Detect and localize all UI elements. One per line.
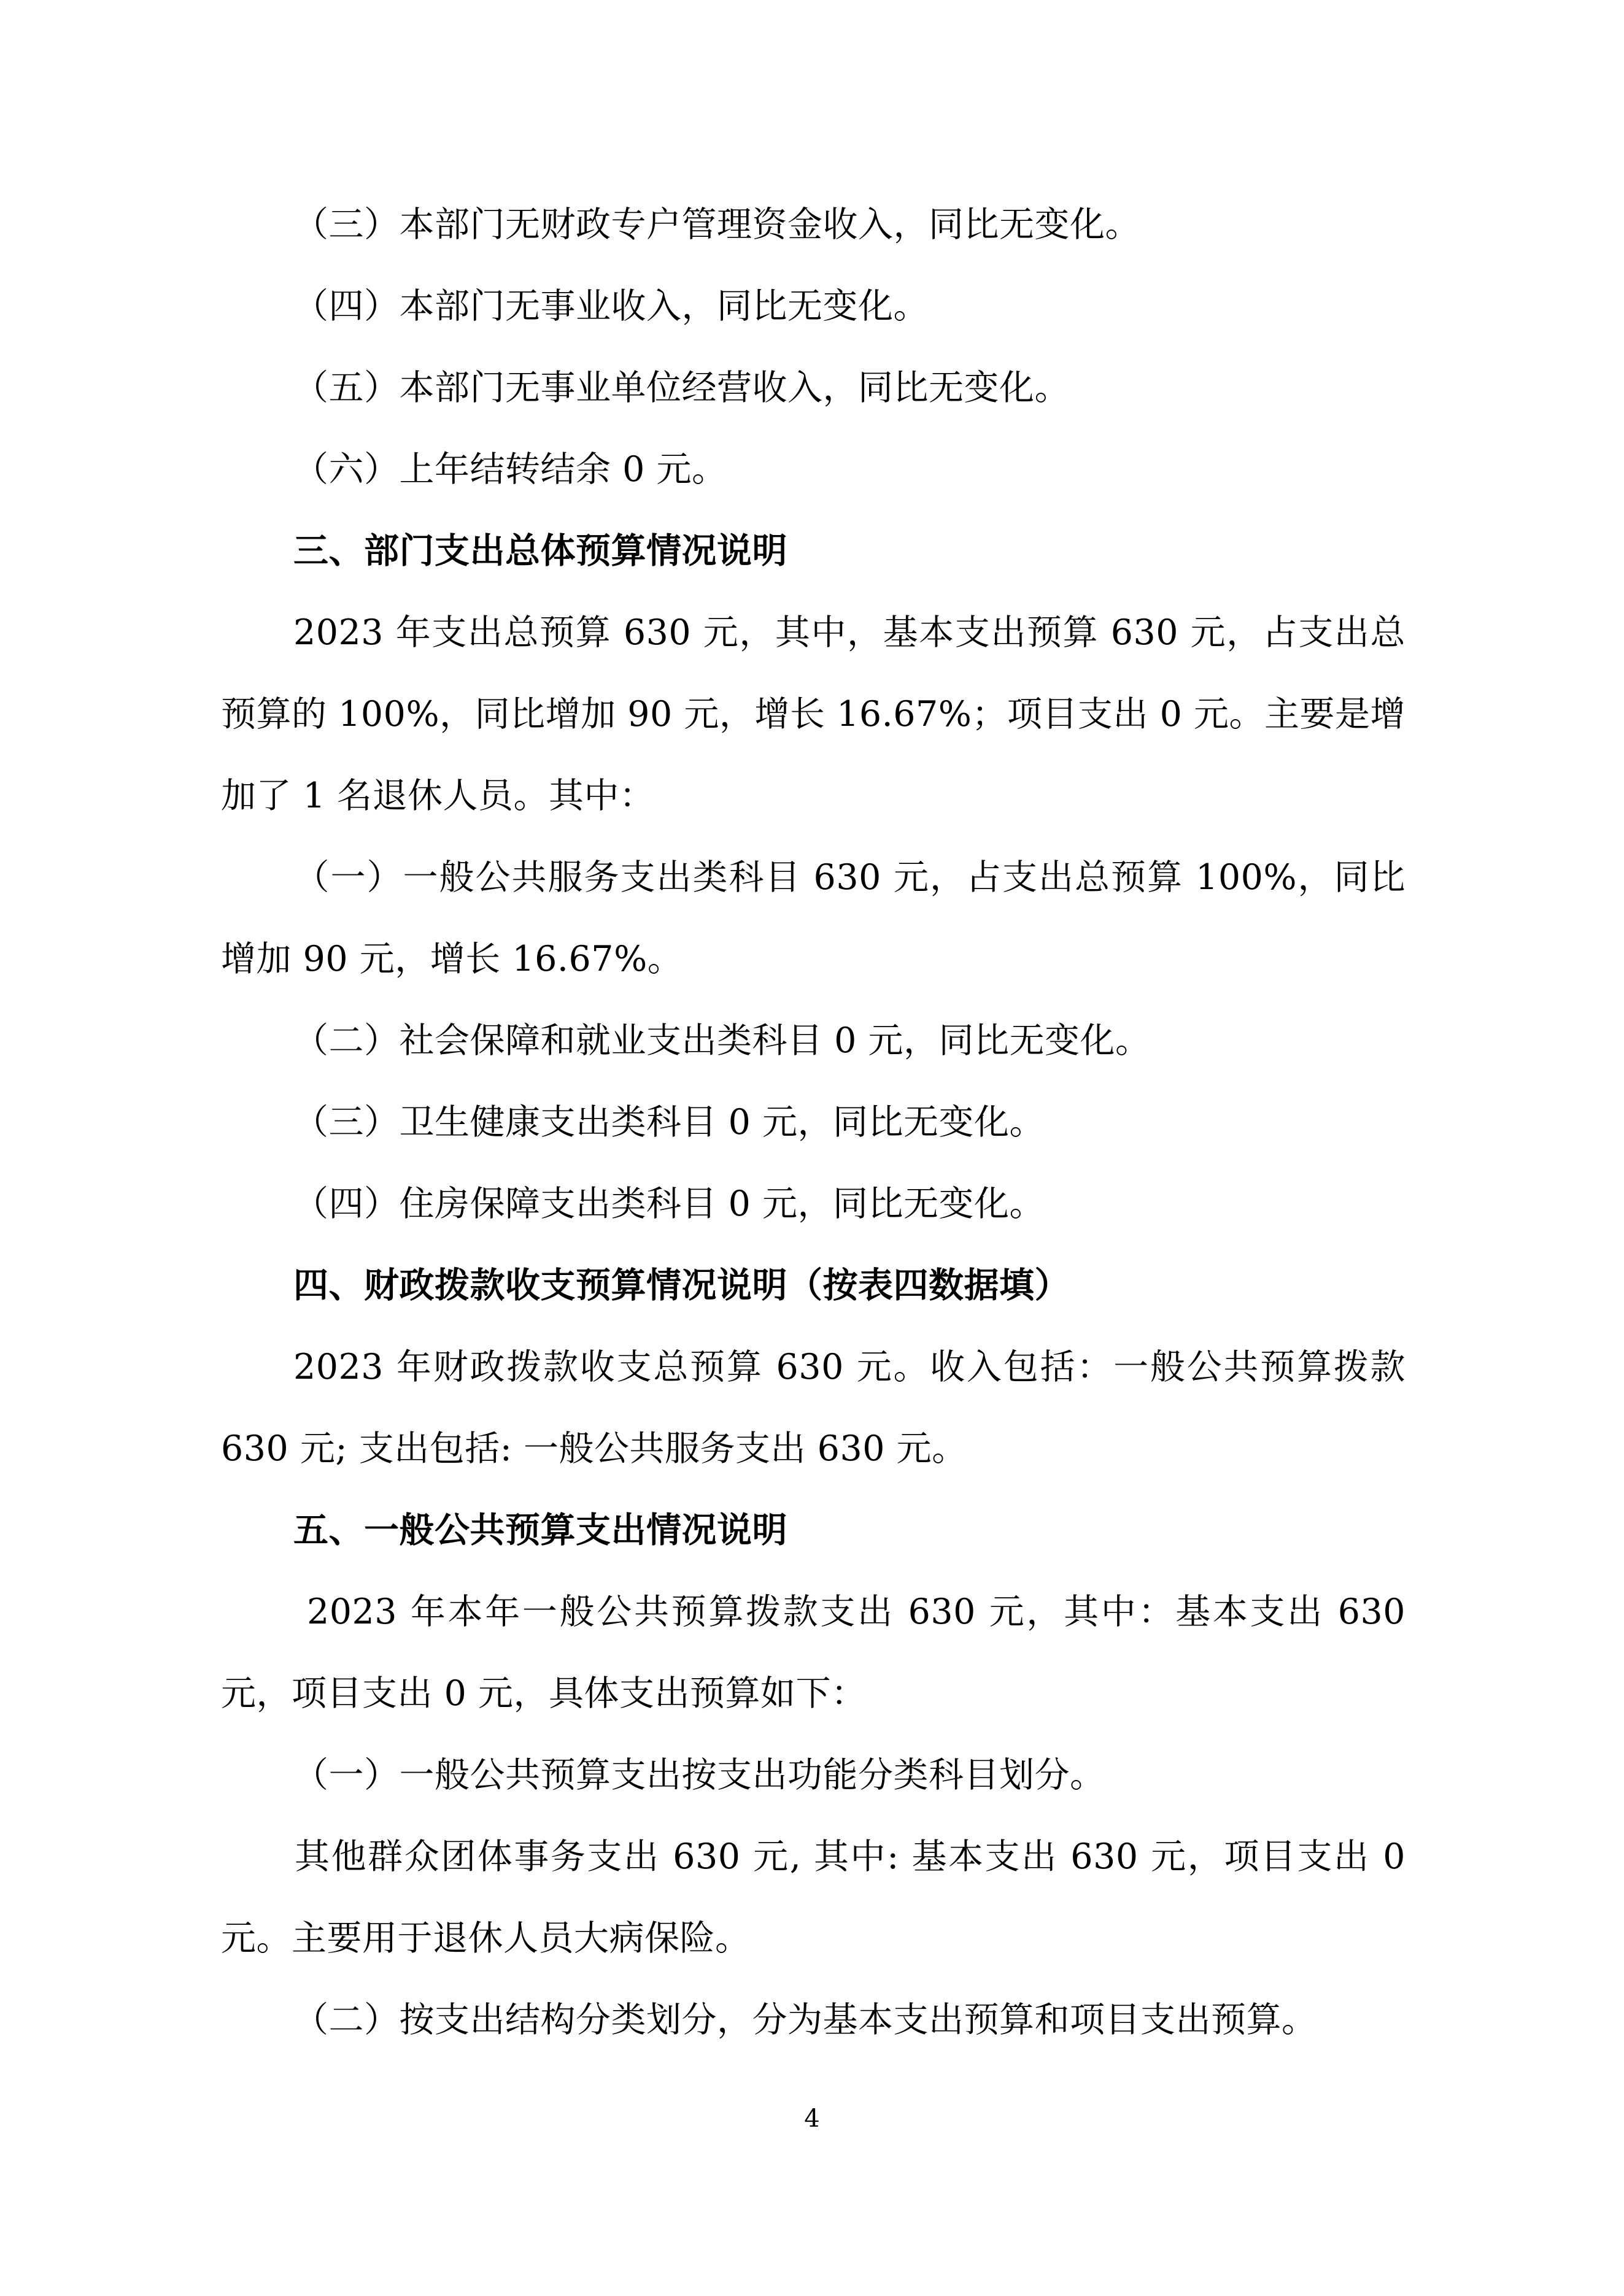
para-six-carryover-balance [221, 429, 1406, 510]
para-total-expenditure-budget-text: 2023 年支出总预算 630 元，其中，基本支出预算 630 元，占支出总预算的 100%，同比增加 90 元，增长 16.67%；项目支出 0 元。主要是增加了 1 名退休人员。其中： [221, 612, 1406, 816]
heading-four-fiscal-appropriation-text: 四、财政拨款收支预算情况说明（按表四数据填） [293, 1265, 1070, 1306]
para-general-public-service-expenditure [221, 837, 1406, 1000]
para-general-public-service-expenditure-text: （一）一般公共服务支出类科目 630 元，占支出总预算 100%，同比增加 90 元，增长 16.67%。 [221, 857, 1406, 979]
heading-four-fiscal-appropriation [221, 1245, 1406, 1327]
para-three-special-account-income [221, 184, 1406, 266]
para-health-expenditure-text: （三）卫生健康支出类科目 0 元，同比无变化。 [293, 1102, 1045, 1142]
heading-five-general-public-budget-expenditure [221, 1490, 1406, 1571]
para-housing-security-expenditure [221, 1163, 1406, 1245]
para-total-expenditure-budget [221, 592, 1406, 837]
para-three-special-account-income-text: （三）本部门无财政专户管理资金收入，同比无变化。 [293, 204, 1140, 245]
para-current-year-appropriation-expenditure-text: 2023 年本年一般公共预算拨款支出 630 元，其中：基本支出 630 元，项目支出 0 元，具体支出预算如下： [221, 1592, 1406, 1714]
para-social-security-employment-expenditure-text: （二）社会保障和就业支出类科目 0 元，同比无变化。 [293, 1020, 1151, 1061]
para-social-security-employment-expenditure [221, 1000, 1406, 1082]
para-four-operating-income-text: （四）本部门无事业收入，同比无变化。 [293, 286, 929, 326]
heading-three-expenditure-overview-text: 三、部门支出总体预算情况说明 [293, 531, 787, 571]
heading-five-general-public-budget-expenditure-text: 五、一般公共预算支出情况说明 [293, 1510, 787, 1551]
para-health-expenditure [221, 1082, 1406, 1163]
para-one-functional-classification-text: （一）一般公共预算支出按支出功能分类科目划分。 [293, 1755, 1105, 1795]
page-number: 4 [804, 2105, 820, 2133]
para-current-year-appropriation-expenditure [221, 1571, 1406, 1735]
para-two-structural-classification [221, 1979, 1406, 2061]
para-fiscal-appropriation-total-text: 2023 年财政拨款收支总预算 630 元。收入包括：一般公共预算拨款 630 元; 支出包括: 一般公共服务支出 630 元。 [221, 1347, 1406, 1469]
para-one-functional-classification [221, 1735, 1406, 1816]
heading-three-expenditure-overview [221, 510, 1406, 592]
para-fiscal-appropriation-total [221, 1327, 1406, 1490]
para-five-business-unit-income-text: （五）本部门无事业单位经营收入，同比无变化。 [293, 368, 1070, 408]
para-six-carryover-balance-text: （六）上年结转结余 0 元。 [293, 449, 727, 490]
para-housing-security-expenditure-text: （四）住房保障支出类科目 0 元，同比无变化。 [293, 1184, 1045, 1224]
document-body [221, 184, 1406, 2061]
para-other-mass-organization-affairs [221, 1816, 1406, 1979]
para-two-structural-classification-text: （二）按支出结构分类划分，分为基本支出预算和项目支出预算。 [293, 2000, 1317, 2040]
para-other-mass-organization-affairs-text: 其他群众团体事务支出 630 元, 其中: 基本支出 630 元，项目支出 0 元。主要用于退休人员大病保险。 [221, 1836, 1406, 1959]
para-five-business-unit-income [221, 347, 1406, 429]
para-four-operating-income [221, 266, 1406, 347]
